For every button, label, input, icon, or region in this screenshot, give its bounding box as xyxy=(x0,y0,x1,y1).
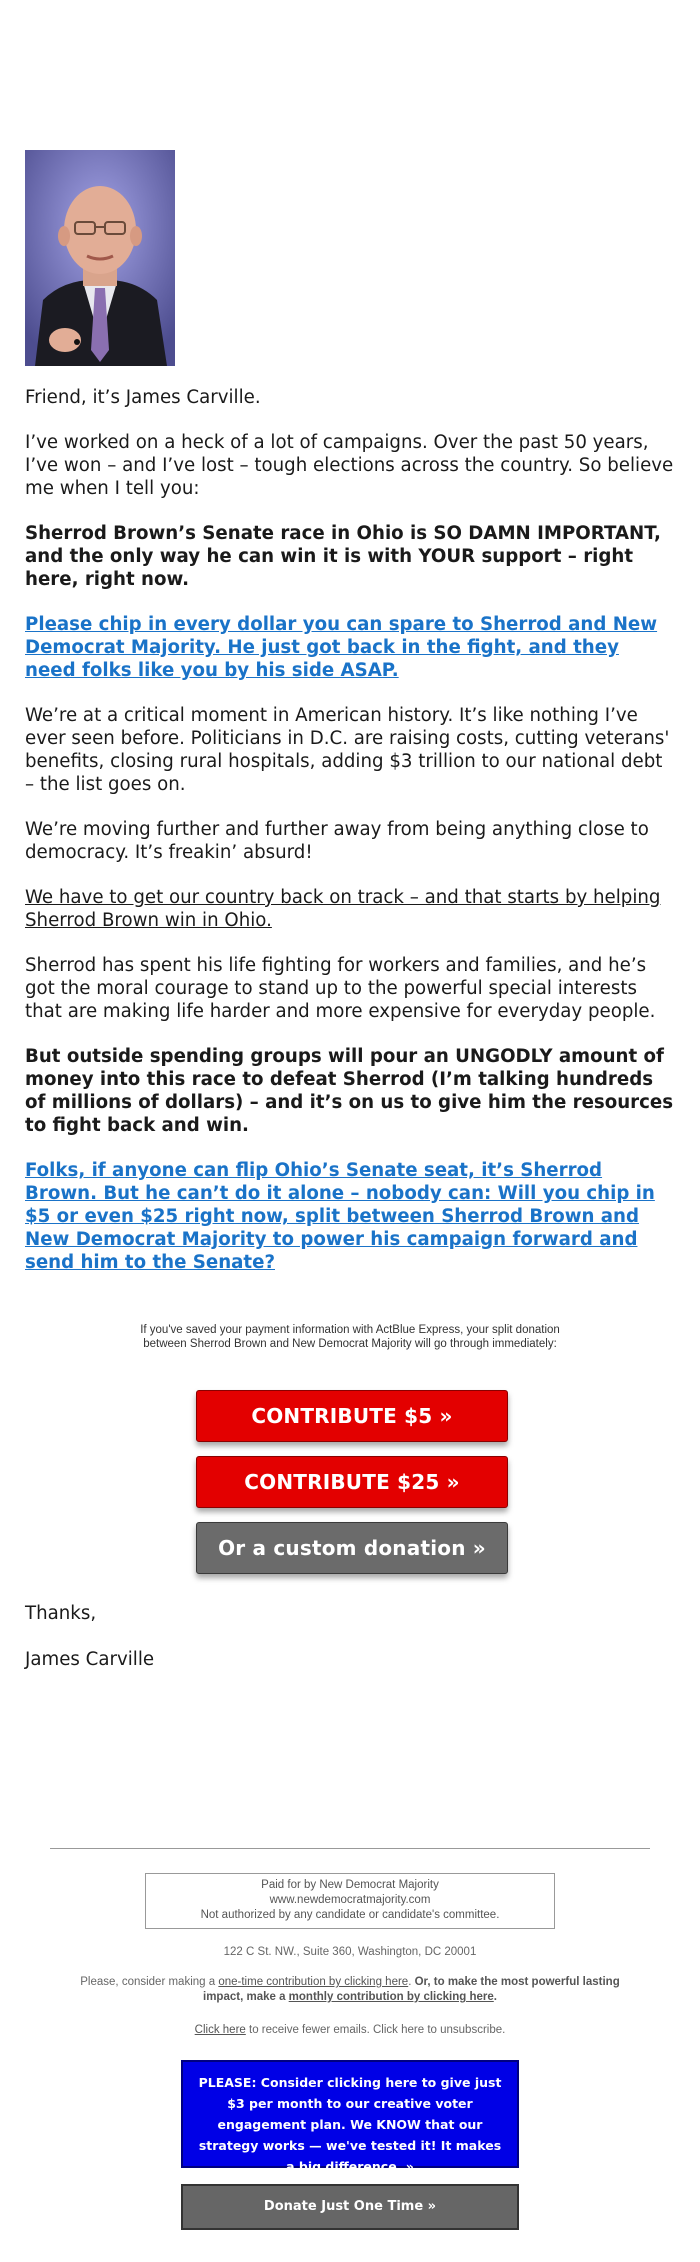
paragraph-outside-spending: But outside spending groups will pour an UNGODLY amount of money into this race to defeat Sherrod (I’m talking hundreds of millions of dollars) – and it’s on us to give him the resources to fight back and win. xyxy=(25,1046,674,1136)
contribute-25-button[interactable]: CONTRIBUTE $25 » xyxy=(196,1456,508,1508)
contribute-5-button[interactable]: CONTRIBUTE $5 » xyxy=(196,1390,508,1442)
footer-divider xyxy=(50,1848,650,1849)
website-text: www.newdemocratmajority.com xyxy=(269,1894,431,1906)
paragraph-intro: I’ve worked on a heck of a lot of campaigns. Over the past 50 years, I’ve won – and I’ve lost – tough elections across the country. So believe me when I tell you: xyxy=(25,432,674,499)
unsubscribe-text[interactable]: to receive fewer emails. Click here to unsubscribe. xyxy=(245,2024,506,2036)
paragraph-democracy: We’re moving further and further away from being anything close to democracy. It’s freakin’ absurd! xyxy=(25,819,649,863)
paid-for-text: Paid for by New Democrat Majority xyxy=(261,1879,439,1891)
consider-mid: . xyxy=(408,1976,415,1988)
one-time-donation-cta[interactable]: Donate Just One Time » xyxy=(181,2184,519,2230)
contribution-options xyxy=(70,1975,630,2005)
address-text: 122 C St. NW., Suite 360, Washington, DC 20001 xyxy=(223,1946,477,1958)
paragraph-back-on-track: We have to get our country back on track – and that starts by helping Sherrod Brown win in Ohio. xyxy=(25,887,661,931)
thanks-text: Thanks, xyxy=(25,1603,97,1624)
james-carville-photo xyxy=(25,150,175,366)
paragraph-critical-moment: We’re at a critical moment in American history. It’s like nothing I’ve ever seen before. Politicians in D.C. are raising costs, cutting veterans' benefits, closing rural hospitals, adding $3 trillion to our national debt – the list goes on. xyxy=(25,705,670,795)
consider-bold: Or, to make the most powerful lasting impact, make a xyxy=(203,1976,620,2003)
paid-for-box xyxy=(145,1873,555,1929)
actblue-express-note: If you've saved your payment information with ActBlue Express, your split donation between Sherrod Brown and New Democrat Majority will go through immediately: xyxy=(140,1324,560,1350)
signature-text: James Carville xyxy=(25,1649,155,1670)
email-preferences xyxy=(70,2023,630,2038)
fewer-emails-link[interactable]: Click here xyxy=(194,2024,246,2036)
donate-link-flip-ohio[interactable]: Folks, if anyone can flip Ohio’s Senate seat, it’s Sherrod Brown. But he can’t do it alone – nobody can: Will you chip in $5 or even $25 right now, split between Sherrod Brown and New Democrat Majority to power his campaign forward and send him to the Senate? xyxy=(25,1160,655,1273)
consider-prefix: Please, consider making a xyxy=(80,1976,219,1988)
donate-link-chip-in[interactable]: Please chip in every dollar you can spare to Sherrod and New Democrat Majority. He just got back in the fight, and they need folks like you by his side ASAP. xyxy=(25,614,658,681)
greeting: Friend, it’s James Carville. xyxy=(25,387,261,408)
paragraph-sherrod-record: Sherrod has spent his life fighting for workers and families, and he’s got the moral courage to stand up to the powerful special interests that are making life harder and more expensive for everyday people. xyxy=(25,955,656,1022)
monthly-donation-cta[interactable]: PLEASE: Consider clicking here to give just $3 per month to our creative voter engagement plan. We KNOW that our strategy works — we've tested it! It makes a big difference. » xyxy=(181,2060,519,2168)
custom-donation-button[interactable]: Or a custom donation » xyxy=(196,1522,508,1574)
not-authorized-text: Not authorized by any candidate or candidate's committee. xyxy=(200,1909,500,1921)
monthly-contribution-link[interactable]: monthly contribution by clicking here xyxy=(288,1991,494,2003)
paragraph-senate-race: Sherrod Brown’s Senate race in Ohio is SO DAMN IMPORTANT, and the only way he can win it is with YOUR support – right here, right now. xyxy=(25,523,661,590)
consider-end: . xyxy=(493,1991,497,2003)
one-time-contribution-link[interactable]: one-time contribution by clicking here xyxy=(218,1976,409,1988)
email-message xyxy=(25,386,675,1296)
